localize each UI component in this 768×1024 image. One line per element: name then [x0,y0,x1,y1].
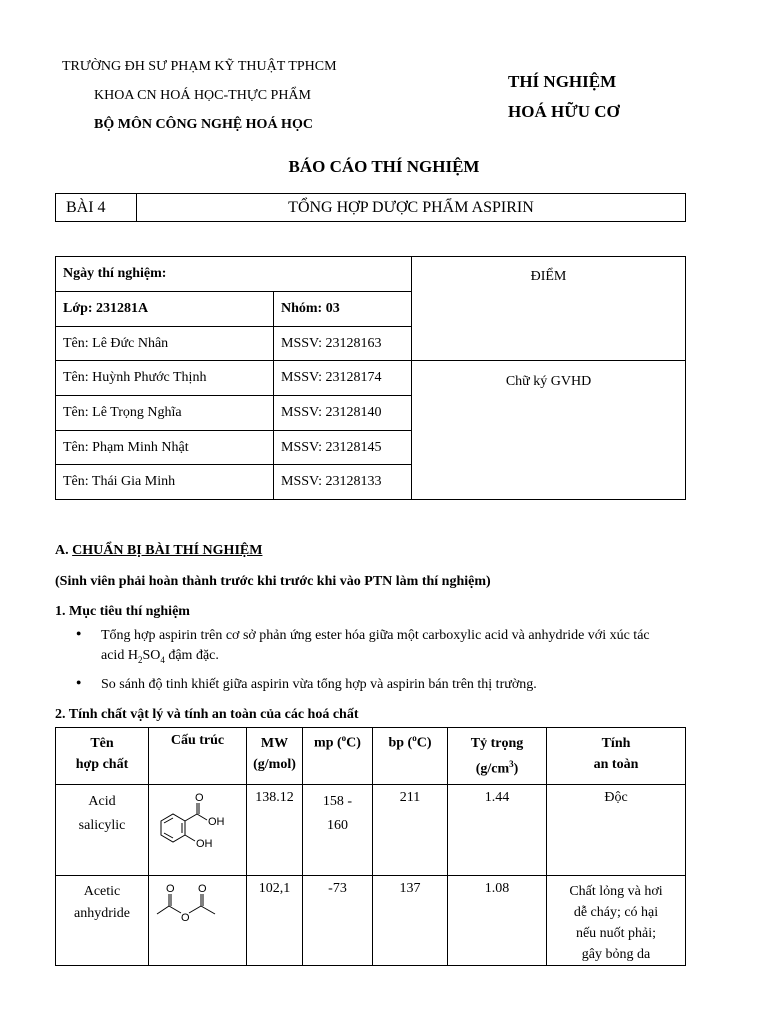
member-id: MSSV: 23128133 [274,465,412,500]
school-name: TRƯỜNG ĐH SƯ PHẠM KỸ THUẬT TPHCM [62,59,337,74]
report-title: BÁO CÁO THÍ NGHIỆM [288,157,480,176]
member-id: MSSV: 23128145 [274,431,412,465]
struct-label: O [198,883,207,895]
subject-line-2: HOÁ HỮU CƠ [508,102,620,121]
row-bp: 137 [373,876,448,966]
score-cell [412,257,686,361]
properties-heading: 2. Tính chất vật lý và tính an toàn của các hoá chất [55,707,359,722]
subscript: 2 [137,654,143,665]
section-a-prefix: A. [55,543,73,558]
member-name: Tên: Huỳnh Phước Thịnh [56,361,274,396]
row-mw: 138.12 [247,785,303,876]
cell-text: gây bỏng da [581,947,651,962]
cell-text: dễ cháy; có hại [573,905,659,920]
member-name: Tên: Phạm Minh Nhật [56,431,274,465]
struct-label: O [181,912,190,924]
subscript: 4 [160,654,165,665]
text-run: SO [142,648,161,663]
bullet-icon: ● [76,677,82,687]
header-bp [373,728,448,785]
header-text: C) [416,735,432,751]
header-text: mp ( [314,735,342,751]
objective-1-line-1: Tổng hợp aspirin trên cơ sở phản ứng ester hóa giữa một carboxylic acid và anhydride với xúc tác [101,628,650,643]
header-density [448,728,547,785]
text-run: đậm đặc. [164,648,219,663]
struct-label: OH [208,816,225,828]
superscript: o [412,733,417,743]
member-id: MSSV: 23128140 [274,396,412,431]
cell-text: 158 - [322,794,353,809]
struct-label: OH [196,838,213,850]
member-id: MSSV: 23128163 [274,327,412,361]
cell-text: nếu nuốt phải; [575,926,657,941]
header-structure: Cấu trúc [149,728,247,785]
cell-text: anhydride [74,906,130,921]
cell-text: Chất lỏng và hơi [569,884,663,899]
header-text: Tính [601,736,631,751]
row-bp: 211 [373,785,448,876]
row-mw: 102,1 [247,876,303,966]
salicylic-acid-structure-icon [149,789,246,867]
header-text: hợp chất [75,757,129,772]
header-text: C) [346,735,361,751]
cell-text: Acetic [83,884,121,899]
row-safety: Độc [547,785,686,876]
structure-salicylic-acid [149,785,247,876]
member-name: Tên: Thái Gia Minh [56,465,274,500]
group-field: Nhóm: 03 [274,292,412,327]
superscript: 3 [509,759,514,769]
cell-text: Acid [88,794,116,809]
row-name [56,785,149,876]
cell-text: salicylic [78,818,126,833]
class-field: Lớp: 231281A [56,292,274,327]
member-id: MSSV: 23128174 [274,361,412,396]
objective-1-line-2 [101,648,219,665]
superscript: o [341,733,347,743]
header-text: Tên [90,736,114,751]
bullet-icon: ● [76,628,82,638]
header-text: an toàn [593,757,639,772]
struct-label: O [166,883,175,895]
lesson-box [55,193,686,222]
row-mp: -73 [303,876,373,966]
signature-label: Chữ ký GVHD [505,374,592,389]
acetic-anhydride-structure-icon [149,878,246,928]
row-density: 1.08 [448,876,547,966]
header-text: Tỷ trọng [470,736,524,751]
header-safety [547,728,686,785]
row-mp [303,785,373,876]
section-a-title: CHUẨN BỊ BÀI THÍ NGHIỆM [72,543,263,558]
faculty-name: KHOA CN HOÁ HỌC-THỰC PHẨM [94,88,311,103]
cell-text: 160 [327,818,348,833]
section-a-heading [55,543,262,559]
header-text: ) [513,761,519,777]
lesson-number: BÀI 4 [56,194,137,222]
struct-label: O [195,792,204,804]
structure-acetic-anhydride [149,876,247,966]
header-text: bp ( [388,735,413,751]
member-name: Tên: Lê Trọng Nghĩa [56,396,274,431]
header-text: (g/mol) [253,757,296,772]
row-density: 1.44 [448,785,547,876]
header-text: MW [260,736,289,751]
header-mw [247,728,303,785]
objective-heading: 1. Mục tiêu thí nghiệm [55,604,190,619]
subject-line-1: THÍ NGHIỆM [508,72,617,91]
lesson-title: TỔNG HỢP DƯỢC PHẨM ASPIRIN [137,194,686,222]
member-name: Tên: Lê Đức Nhân [56,327,274,361]
header-name [56,728,149,785]
row-name [56,876,149,966]
date-field: Ngày thí nghiệm: [56,257,412,292]
score-label: ĐIỂM [530,269,567,284]
objective-2: So sánh độ tinh khiết giữa aspirin vừa tổng hợp và aspirin bán trên thị trường. [101,677,537,692]
header-mp [303,728,373,785]
section-a-note: (Sinh viên phải hoàn thành trước khi trước khi vào PTN làm thí nghiệm) [55,574,491,589]
department-name: BỘ MÔN CÔNG NGHỆ HOÁ HỌC [94,117,313,132]
header-text: (g/cm [475,761,510,777]
signature-cell [412,361,686,500]
info-table [55,256,686,500]
chemical-properties-table [55,727,686,966]
row-safety [547,876,686,966]
text-run: acid H [101,648,138,663]
